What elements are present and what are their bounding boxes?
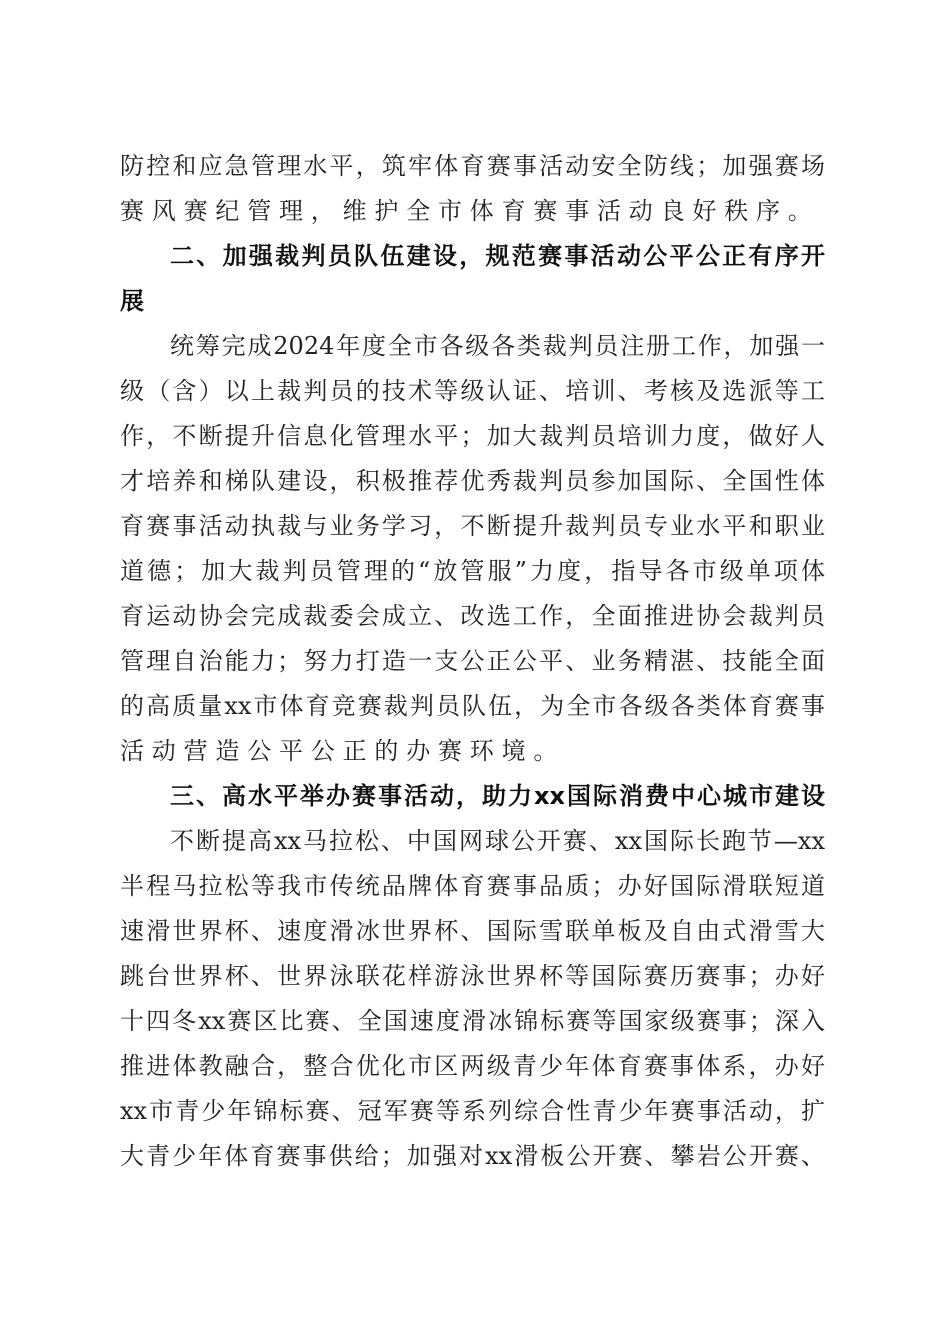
- paragraph-line: 十四冬xx赛区比赛、全国速度滑冰锦标赛等国家级赛事；深入: [120, 1007, 825, 1035]
- paragraph-line: 不断提高xx马拉松、中国网球公开赛、xx国际长跑节—xx: [170, 827, 825, 855]
- paragraph-line: 才培养和梯队建设，积极推荐优秀裁判员参加国际、全国性体: [120, 467, 825, 495]
- paragraph-line: 半程马拉松等我市传统品牌体育赛事品质；办好国际滑联短道: [120, 872, 825, 900]
- section-3: [120, 774, 825, 1179]
- paragraph-line: 大青少年体育赛事供给；加强对xx滑板公开赛、攀岩公开赛、: [120, 1142, 825, 1170]
- paragraph-line: 活动营造公平公正的办赛环境。: [120, 737, 566, 765]
- intro-paragraph: [120, 144, 825, 234]
- paragraph-line: 育赛事活动执裁与业务学习，不断提升裁判员专业水平和职业: [120, 512, 825, 540]
- section-3-body: [120, 819, 825, 1179]
- paragraph-line: 道德；加大裁判员管理的“放管服”力度，指导各市级单项体: [120, 557, 825, 585]
- document-page: [120, 144, 825, 1179]
- paragraph-line: 作，不断提升信息化管理水平；加大裁判员培训力度，做好人: [120, 422, 825, 450]
- section-heading: 三、高水平举办赛事活动，助力xx国际消费中心城市建设: [170, 782, 825, 810]
- paragraph-line: xx市青少年锦标赛、冠军赛等系列综合性青少年赛事活动，扩: [120, 1097, 825, 1125]
- paragraph-line: 的高质量xx市体育竞赛裁判员队伍，为全市各级各类体育赛事: [120, 692, 825, 720]
- paragraph-line: 管理自治能力；努力打造一支公正公平、业务精湛、技能全面: [120, 647, 825, 675]
- section-heading: 展: [120, 287, 151, 315]
- paragraph-line: 级（含）以上裁判员的技术等级认证、培训、考核及选派等工: [120, 377, 825, 405]
- section-2: [120, 234, 825, 774]
- paragraph-line: 赛风赛纪管理，维护全市体育赛事活动良好秩序。: [120, 197, 820, 225]
- paragraph-line: 防控和应急管理水平，筑牢体育赛事活动安全防线；加强赛场: [120, 152, 825, 180]
- paragraph-line: 跳台世界杯、世界泳联花样游泳世界杯等国际赛历赛事；办好: [120, 962, 825, 990]
- section-2-body: [120, 324, 825, 774]
- paragraph-line: 速滑世界杯、速度滑冰世界杯、国际雪联单板及自由式滑雪大: [120, 917, 825, 945]
- paragraph-line: 统筹完成2024年度全市各级各类裁判员注册工作，加强一: [170, 332, 825, 360]
- paragraph-line: 推进体教融合，整合优化市区两级青少年体育赛事体系，办好: [120, 1052, 825, 1080]
- section-heading: 二、加强裁判员队伍建设，规范赛事活动公平公正有序开: [170, 242, 825, 270]
- paragraph-line: 育运动协会完成裁委会成立、改选工作，全面推进协会裁判员: [120, 602, 825, 630]
